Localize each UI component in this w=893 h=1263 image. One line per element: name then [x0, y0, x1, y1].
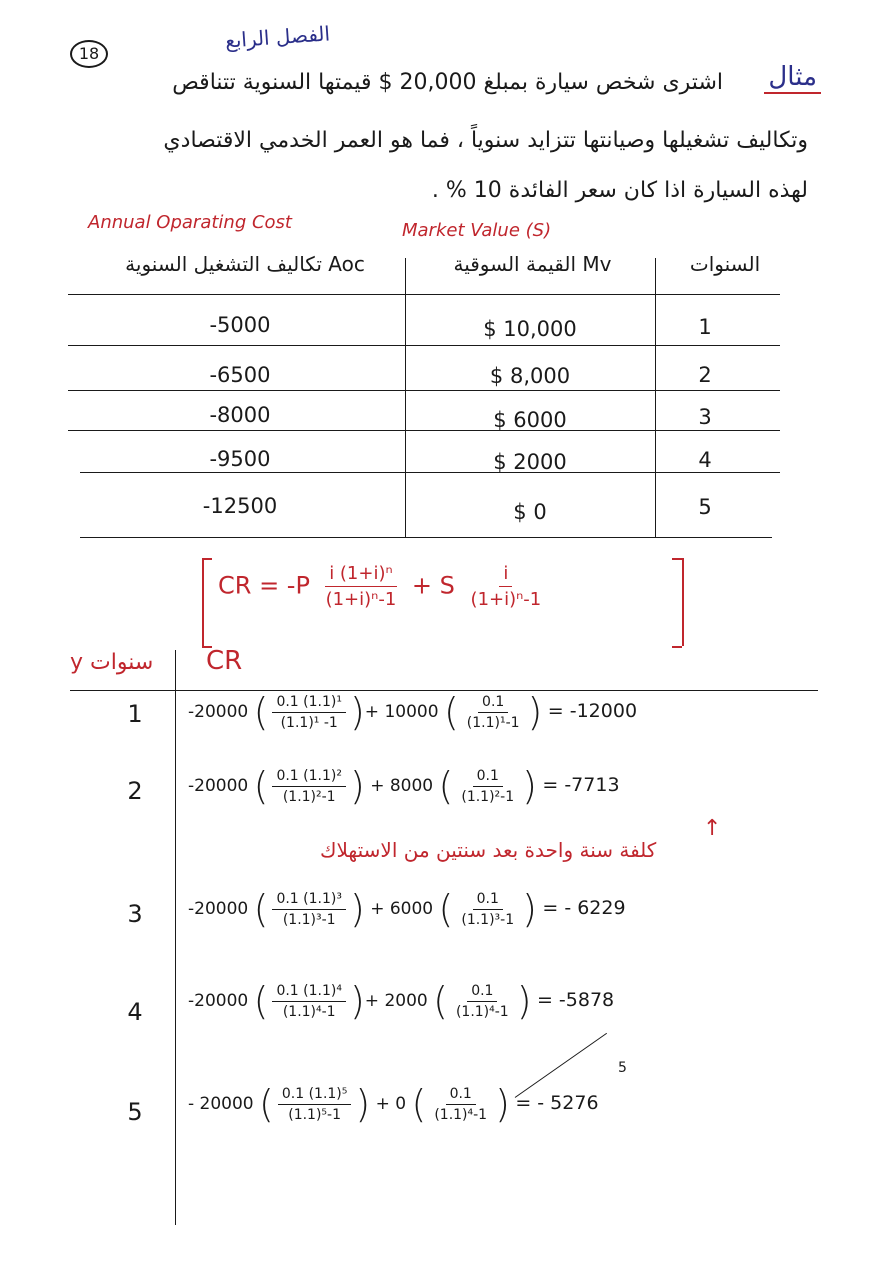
cr-year: 3 — [127, 900, 143, 928]
mv-cell: $ 0 — [513, 500, 547, 524]
header-market-value: القيمة السوقية Mv — [453, 252, 612, 276]
bracket-cap — [672, 646, 682, 648]
fraction-numerator: 0.1 (1.1)² — [272, 768, 346, 787]
formula-lhs: CR = -P — [218, 571, 310, 600]
fraction-numerator: 0.1 (1.1)³ — [272, 891, 346, 910]
cr-s: 6000 — [389, 899, 434, 919]
cr-year: 1 — [127, 700, 143, 728]
cr-fraction — [457, 768, 518, 805]
problem-line-1: اشترى شخص سيارة بمبلغ 20,000 $ قيمتها السنوية تتناقص — [172, 70, 723, 95]
header-aoc: تكاليف التشغيل السنوية Aoc — [125, 252, 365, 276]
mv-english-label: Market Value (S) — [402, 220, 552, 241]
aoc-cell: -9500 — [209, 447, 271, 471]
cr-fraction — [272, 768, 346, 805]
cr-equation: -20000 ( $\frac{\text{0.1 (1.1)¹}}{\text{(1.1)¹ -1}}$ )+ 10000 ( $\frac{0.1}{\text{(1.1)¹-1}}$ ) = -12000 — [188, 690, 638, 734]
year-cell: 3 — [698, 405, 712, 429]
formula-plus-s: + S — [411, 571, 455, 600]
table-divider — [405, 258, 406, 538]
cr-fraction — [272, 891, 346, 928]
formula-fraction-2 — [467, 563, 546, 610]
cr-result: = - 5276 — [515, 1092, 599, 1114]
fraction-denominator: (1.1)²-1 — [282, 788, 336, 805]
year-cell: 4 — [698, 448, 712, 472]
problem-line-3: لهذه السيارة اذا كان سعر الفائدة 10 % . — [431, 178, 808, 203]
cr-equation: -20000 ( $\frac{\text{0.1 (1.1)²}}{\text{(1.1)²-1}}$ ) + 8000 ( $\frac{0.1}{\text{(1.1)²-1}}$ ) = -7713 — [188, 764, 620, 808]
year-cell: 2 — [698, 363, 712, 387]
cr-p: -20000 — [188, 702, 249, 722]
fraction-denominator: (1.1)⁴-1 — [282, 1003, 336, 1020]
cr-year: 2 — [127, 777, 143, 805]
cr-year: 4 — [127, 998, 143, 1026]
cr-s: 10000 — [384, 702, 439, 722]
top-note: الفصل الرابع — [224, 21, 331, 53]
fraction-denominator: (1.1)⁵-1 — [288, 1106, 341, 1123]
fraction-numerator: 0.1 (1.1)⁵ — [278, 1086, 352, 1105]
cr-equation: - 20000 ( $\frac{\text{0.1 (1.1)⁵}}{\text{(1.1)⁵-1}}$ ) + 0 ( $\frac{0.1}{\text{(1.1)⁴-1}}$ ) = - 5276 — [188, 1082, 599, 1126]
year-cell: 1 — [698, 315, 712, 339]
example-label: مثال — [764, 62, 821, 94]
up-arrow-icon: ↑ — [703, 816, 722, 841]
fraction-denominator: (1.1)²-1 — [461, 788, 515, 805]
aoc-cell: -12500 — [202, 494, 278, 518]
cr-divider — [175, 650, 176, 1225]
correction-superscript: 5 — [618, 1060, 627, 1076]
cr-p: - 20000 — [188, 1094, 254, 1114]
fraction-numerator: 0.1 (1.1)¹ — [272, 694, 346, 713]
mv-cell: $ 6000 — [493, 408, 567, 432]
annotation-note: كلفة سنة واحدة بعد سنتين من الاستهلاك — [320, 838, 657, 862]
cr-result: = - 6229 — [542, 897, 626, 919]
bracket-cap — [672, 558, 682, 560]
cr-fraction — [463, 694, 524, 731]
cr-s: 2000 — [384, 991, 428, 1011]
page-number: 18 — [70, 40, 108, 68]
cr-header: CR — [206, 646, 243, 676]
cr-result: = -7713 — [542, 774, 620, 796]
problem-line-2: وتكاليف تشغيلها وصيانتها تتزايد سنوياً ، فما هو العمر الخدمي الاقتصادي — [163, 128, 808, 153]
fraction-denominator: (1.1)¹ -1 — [280, 714, 338, 731]
fraction-denominator: (1.1)³-1 — [282, 911, 336, 928]
aoc-cell: -5000 — [209, 313, 271, 337]
aoc-english-label: Annual Oparating Cost — [88, 212, 292, 233]
year-cell: 5 — [698, 495, 712, 519]
fraction-numerator: 0.1 — [478, 694, 508, 713]
table-rule — [68, 345, 780, 346]
cr-result: = -12000 — [547, 700, 638, 722]
cr-year: 5 — [127, 1098, 143, 1126]
fraction-numerator: 0.1 — [473, 891, 503, 910]
aoc-cell: -8000 — [209, 403, 271, 427]
fraction-denominator: (1.1)¹-1 — [466, 714, 520, 731]
mv-cell: $ 10,000 — [483, 317, 577, 341]
table-rule — [68, 294, 780, 295]
fraction-denominator: (1+i)ⁿ-1 — [470, 589, 542, 610]
cr-equation: -20000 ( $\frac{\text{0.1 (1.1)⁴}}{\text{(1.1)⁴-1}}$ )+ 2000 ( $\frac{0.1}{\text{(1.1)⁴-1}}$ ) = -5878 — [188, 979, 615, 1023]
cr-fraction — [272, 694, 346, 731]
cr-p: -20000 — [188, 991, 249, 1011]
mv-cell: $ 2000 — [493, 450, 567, 474]
cr-fraction — [272, 983, 346, 1020]
cr-equation: -20000 ( $\frac{\text{0.1 (1.1)³}}{\text{(1.1)³-1}}$ ) + 6000 ( $\frac{0.1}{\text{(1.1)³-1}}$ ) = - 6229 — [188, 887, 626, 931]
fraction-numerator: 0.1 — [467, 983, 497, 1002]
fraction-numerator: i — [499, 563, 512, 587]
cr-fraction — [430, 1086, 491, 1123]
bracket-cap — [202, 558, 212, 560]
fraction-numerator: 0.1 — [446, 1086, 476, 1105]
fraction-numerator: 0.1 (1.1)⁴ — [272, 983, 346, 1002]
cr-p: -20000 — [188, 899, 249, 919]
cr-fraction — [457, 891, 518, 928]
mv-cell: $ 8,000 — [489, 364, 571, 388]
fraction-denominator: (1.1)³-1 — [461, 911, 515, 928]
cr-p: -20000 — [188, 776, 249, 796]
table-divider — [655, 258, 656, 538]
aoc-cell: -6500 — [209, 363, 271, 387]
formula-fraction-1 — [322, 563, 401, 610]
cr-formula — [218, 563, 549, 610]
cr-result: = -5878 — [536, 989, 615, 1011]
fraction-denominator: (1.1)⁴-1 — [434, 1106, 488, 1123]
cr-s: 0 — [395, 1094, 407, 1114]
fraction-denominator: (1+i)ⁿ-1 — [325, 589, 397, 610]
table-rule — [68, 390, 780, 391]
cr-s: 8000 — [389, 776, 434, 796]
cr-fraction — [452, 983, 513, 1020]
cr-fraction — [278, 1086, 352, 1123]
fraction-numerator: i (1+i)ⁿ — [325, 563, 396, 587]
header-years: السنوات — [689, 252, 761, 276]
cr-years-header: سنوات y — [70, 650, 154, 675]
fraction-numerator: 0.1 — [473, 768, 503, 787]
fraction-denominator: (1.1)⁴-1 — [455, 1003, 509, 1020]
table-rule — [80, 537, 772, 538]
